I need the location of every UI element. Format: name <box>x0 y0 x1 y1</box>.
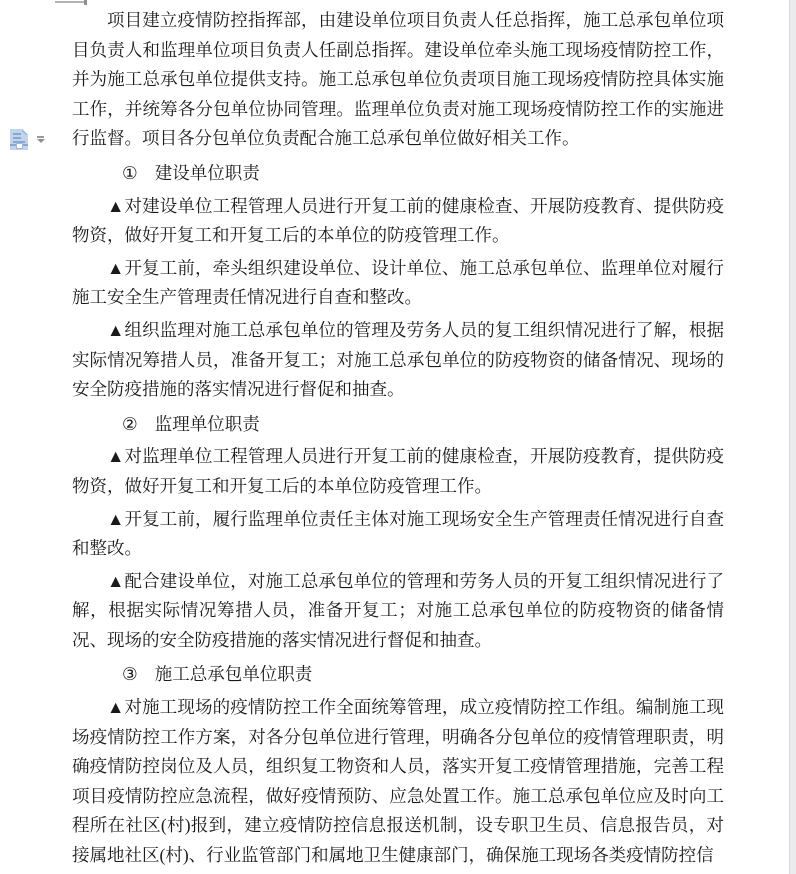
document-content <box>72 6 724 874</box>
paste-options-button[interactable] <box>8 128 46 152</box>
page-edge-gutter <box>789 0 796 874</box>
chevron-bar <box>37 136 44 138</box>
section-heading <box>72 660 724 690</box>
heading-number-marker: ① <box>122 162 138 183</box>
top-edge-artifact <box>55 1 86 3</box>
paragraph: ▲对施工现场的疫情防控工作全面统筹管理，成立疫情防控工作组。编制施工现场疫情防控工作方案，对各分包单位进行管理，明确各分包单位的疫情管理职责，明确疫情防控岗位及人员，组织复工物资和人员，落实开复工疫情管理措施，完善工程项目疫情防控应急流程，做好疫情预防、应急处置工作。施工总承包单位应及时向工程所在社区(村)报到，建立疫情防控信息报送机制，设专职卫生员、信息报告员，对接属地社区(村)、行业监管部门和属地卫生健康部门，确保施工现场各类疫情防控信 <box>72 697 724 866</box>
section-heading <box>72 410 724 440</box>
top-edge-artifact-tick <box>84 0 87 5</box>
section-heading <box>72 159 724 189</box>
icon-line <box>13 133 21 135</box>
icon-line <box>13 137 21 139</box>
heading-text: 建设单位职责 <box>154 162 260 183</box>
paragraph: ▲组织监理对施工总承包单位的管理及劳务人员的复工组织情况进行了解，根据实际情况筹措人员，准备开复工；对施工总承包单位的防疫物资的储备情况、现场的安全防疫措施的落实情况进行督促和抽查。 <box>72 319 724 400</box>
heading-text: 施工总承包单位职责 <box>154 664 313 685</box>
folded-corner <box>22 129 28 135</box>
paragraph: ▲对建设单位工程管理人员进行开复工前的健康检查、开展防疫教育、提供防疫物资，做好开复工和开复工后的本单位的防疫管理工作。 <box>72 195 724 246</box>
paragraph: ▲开复工前，履行监理单位责任主体对施工现场安全生产管理责任情况进行自查和整改。 <box>72 508 724 559</box>
icon-detail <box>16 143 23 149</box>
paragraph: 项目建立疫情防控指挥部，由建设单位项目负责人任总指挥，施工总承包单位项目负责人和监理单位项目负责人任副总指挥。建设单位牵头施工现场疫情防控工作，并为施工总承包单位提供支持。施工总承包单位负责项目施工现场疫情防控具体实施工作，并统筹各分包单位协同管理。监理单位负责对施工现场疫情防控工作的实施进行监督。项目各分包单位负责配合施工总承包单位做好相关工作。 <box>72 10 724 149</box>
heading-number-marker: ③ <box>122 664 138 685</box>
chevron-down-icon[interactable] <box>36 136 45 144</box>
paragraph: ▲开复工前，牵头组织建设单位、设计单位、施工总承包单位、监理单位对履行施工安全生产管理责任情况进行自查和整改。 <box>72 257 724 308</box>
heading-number-marker: ② <box>122 413 138 434</box>
chevron-triangle <box>37 139 45 143</box>
paragraph: ▲配合建设单位，对施工总承包单位的管理和劳务人员的开复工组织情况进行了解，根据实际情况筹措人员，准备开复工；对施工总承包单位的防疫物资的储备情况、现场的安全防疫措施的落实情况进行督促和抽查。 <box>72 570 724 650</box>
paste-options-icon <box>10 129 28 150</box>
heading-text: 监理单位职责 <box>154 413 260 434</box>
paragraph: ▲对监理单位工程管理人员进行开复工前的健康检查，开展防疫教育，提供防疫物资，做好开复工和开复工后的本单位防疫管理工作。 <box>72 446 724 496</box>
